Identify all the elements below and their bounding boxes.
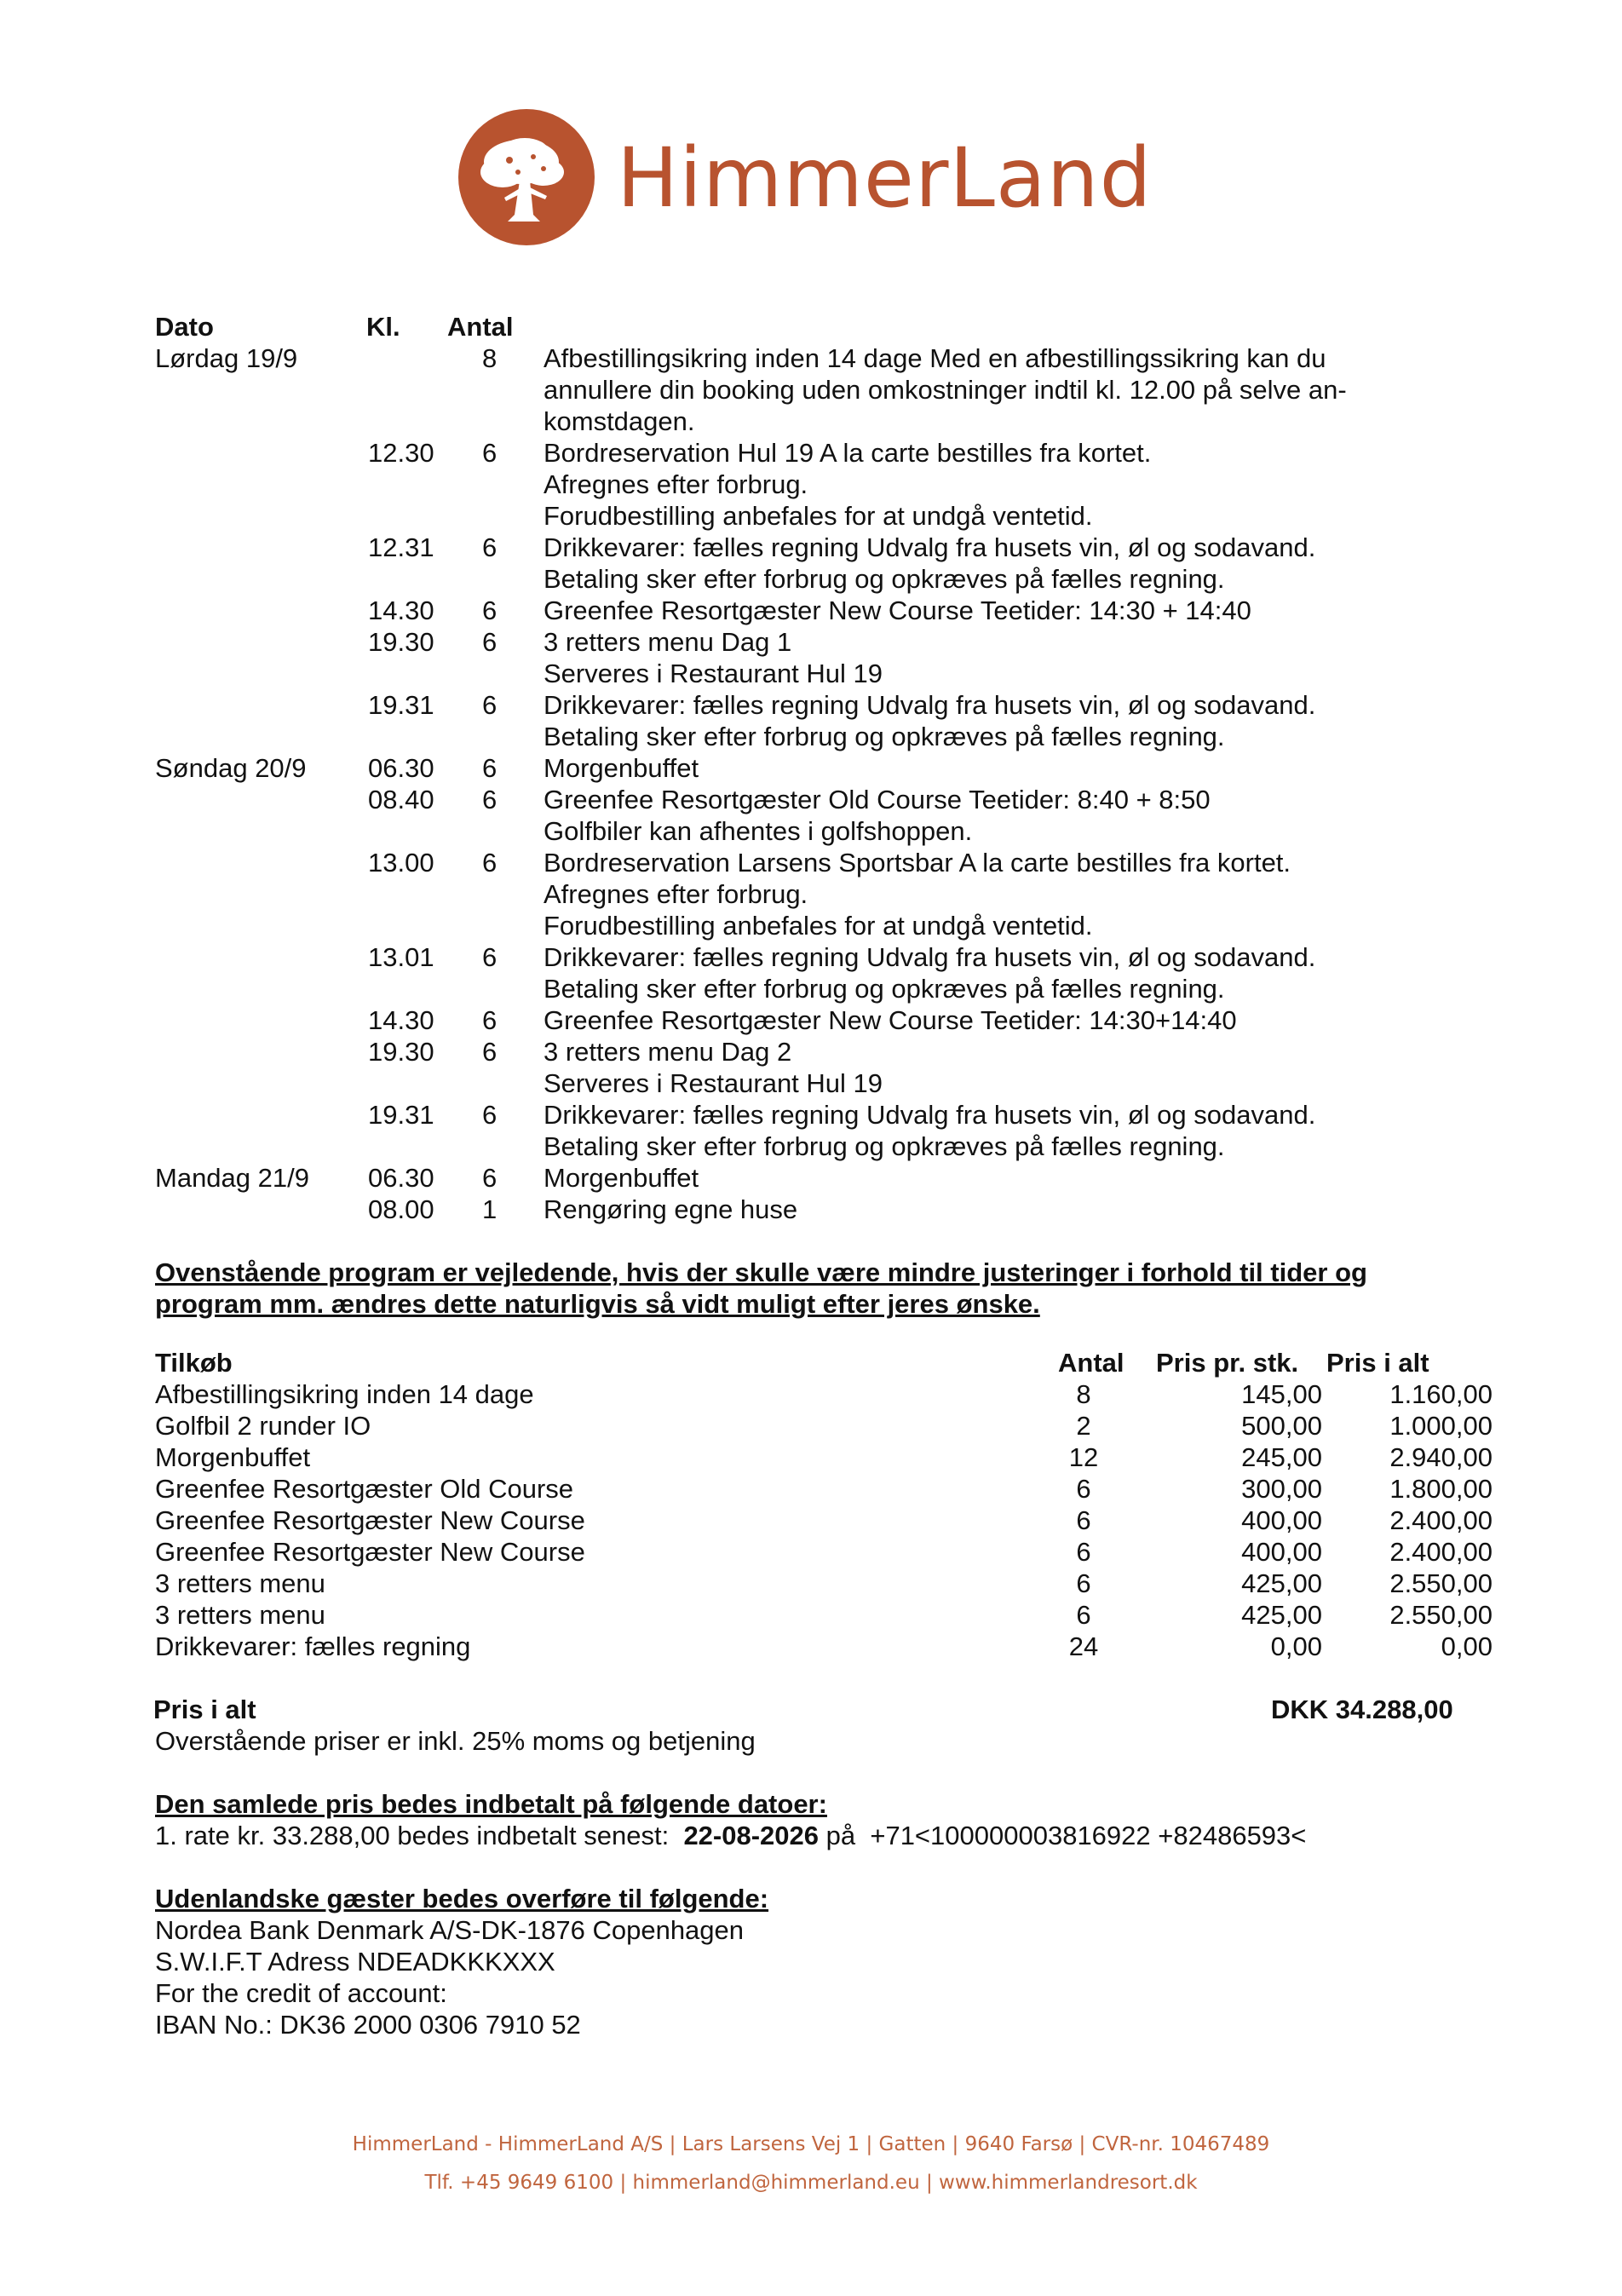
schedule-description-line: komstdagen. <box>544 406 695 436</box>
payment-line <box>155 1820 1306 1851</box>
schedule-row <box>0 437 1448 532</box>
schedule-row <box>0 941 1448 1004</box>
schedule-description-line: 3 retters menu Dag 2 <box>544 1037 792 1067</box>
schedule-time: 14.30 <box>368 596 434 625</box>
payment-heading: Den samlede pris bedes indbetalt på følgende datoer: <box>155 1789 827 1819</box>
schedule-description-line: Afbestillingsikring inden 14 dage Med en afbestillingssikring kan du <box>544 343 1326 373</box>
schedule-description-line: Morgenbuffet <box>544 753 699 783</box>
purchase-item: Drikkevarer: fælles regning <box>155 1631 471 1661</box>
schedule-description <box>544 532 1315 595</box>
schedule-quantity: 6 <box>482 785 498 814</box>
schedule-description-line: Serveres i Restaurant Hul 19 <box>544 1068 883 1098</box>
schedule-description <box>544 1194 797 1225</box>
purchase-quantity: 6 <box>1076 1600 1091 1630</box>
purchase-item: Greenfee Resortgæster New Course <box>155 1505 585 1535</box>
brand-name: HimmerLand <box>617 130 1153 226</box>
schedule-description-line: Bordreservation Larsens Sportsbar A la carte bestilles fra kortet. <box>544 848 1291 878</box>
schedule-quantity: 6 <box>482 1005 498 1035</box>
purchase-row <box>155 1536 1501 1568</box>
schedule-description <box>544 1162 699 1194</box>
schedule-date: Lørdag 19/9 <box>155 343 298 373</box>
schedule-time: 13.00 <box>368 848 434 878</box>
schedule-time: 08.00 <box>368 1194 434 1224</box>
schedule-description-line: annullere din booking uden omkostninger indtil kl. 12.00 på selve an- <box>544 375 1347 405</box>
foreign-heading: Udenlandske gæster bedes overføre til følgende: <box>155 1884 769 1913</box>
schedule-quantity: 6 <box>482 438 498 468</box>
purchase-row <box>155 1599 1501 1631</box>
purchase-total-price: 2.400,00 <box>1389 1537 1493 1567</box>
schedule-description <box>544 1099 1315 1162</box>
schedule-description-line: Forudbestilling anbefales for at undgå ventetid. <box>544 501 1093 531</box>
schedule-row <box>0 1036 1448 1099</box>
purchase-item: Morgenbuffet <box>155 1442 311 1472</box>
schedule-row <box>0 532 1448 595</box>
schedule-time: 13.01 <box>368 942 434 972</box>
schedule-description <box>544 689 1315 752</box>
payment-due-date: 22-08-2026 <box>683 1821 820 1850</box>
payment-line-suffix: på +71<100000003816922 +82486593< <box>825 1821 1307 1850</box>
program-note-line1: Ovenstående program er vejledende, hvis der skulle være mindre justeringer i forhold til tider og <box>155 1257 1367 1287</box>
schedule-quantity: 6 <box>482 1037 498 1067</box>
purchase-total-price: 2.550,00 <box>1389 1568 1493 1598</box>
schedule-description-line: 3 retters menu Dag 1 <box>544 627 792 657</box>
schedule-time: 12.30 <box>368 438 434 468</box>
purchase-item: Greenfee Resortgæster New Course <box>155 1537 585 1567</box>
schedule-row <box>0 752 1448 784</box>
purchase-total-price: 1.160,00 <box>1389 1379 1493 1409</box>
schedule-description <box>544 595 1251 626</box>
schedule-description-line: Greenfee Resortgæster New Course Teetider: 14:30 + 14:40 <box>544 596 1251 625</box>
schedule-description <box>544 941 1315 1004</box>
schedule-description-line: Golfbiler kan afhentes i golfshoppen. <box>544 816 973 846</box>
purchase-unit-price: 425,00 <box>1241 1568 1322 1598</box>
purchase-row <box>155 1410 1501 1441</box>
schedule-description-line: Rengøring egne huse <box>544 1194 798 1224</box>
purchase-row <box>155 1441 1501 1473</box>
schedule-description-line: Forudbestilling anbefales for at undgå ventetid. <box>544 911 1093 941</box>
schedule-row <box>0 689 1448 752</box>
schedule-date: Mandag 21/9 <box>155 1163 309 1193</box>
purchase-item: Afbestillingsikring inden 14 dage <box>155 1379 534 1409</box>
schedule-description-line: Greenfee Resortgæster New Course Teetider: 14:30+14:40 <box>544 1005 1237 1035</box>
schedule-time: 19.31 <box>368 690 434 720</box>
schedule-time: 08.40 <box>368 785 434 814</box>
purchase-unit-price: 245,00 <box>1241 1442 1322 1472</box>
purchase-quantity: 6 <box>1076 1568 1091 1598</box>
schedule-quantity: 6 <box>482 753 498 783</box>
purchase-total-price: 2.550,00 <box>1389 1600 1493 1630</box>
bank-line-1: Nordea Bank Denmark A/S-DK-1876 Copenhagen <box>155 1915 745 1945</box>
schedule-description-line: Betaling sker efter forbrug og opkræves på fælles regning. <box>544 974 1225 1004</box>
purchase-unit-price: 0,00 <box>1270 1631 1322 1661</box>
schedule-description <box>544 1004 1237 1036</box>
bank-line-2: S.W.I.F.T Adress NDEADKKKXXX <box>155 1947 555 1977</box>
purchase-quantity: 6 <box>1076 1537 1091 1567</box>
company-logo <box>458 109 1157 245</box>
schedule-description-line: Drikkevarer: fælles regning Udvalg fra husets vin, øl og sodavand. <box>544 690 1316 720</box>
schedule-quantity: 6 <box>482 627 498 657</box>
schedule-description-line: Greenfee Resortgæster Old Course Teetider: 8:40 + 8:50 <box>544 785 1211 814</box>
schedule-quantity: 6 <box>482 596 498 625</box>
header-dato: Dato <box>155 312 214 342</box>
purchase-row <box>155 1473 1501 1505</box>
col-antal-header: Antal <box>1058 1348 1124 1378</box>
schedule-description <box>544 847 1291 941</box>
schedule-description-line: Drikkevarer: fælles regning Udvalg fra husets vin, øl og sodavand. <box>544 532 1316 562</box>
schedule-description <box>544 342 1347 437</box>
schedule-description-line: Afregnes efter forbrug. <box>544 469 808 499</box>
schedule-row <box>0 342 1448 437</box>
schedule-description <box>544 626 883 689</box>
schedule-description-line: Morgenbuffet <box>544 1163 699 1193</box>
purchase-unit-price: 300,00 <box>1241 1474 1322 1504</box>
schedule-description-line: Betaling sker efter forbrug og opkræves på fælles regning. <box>544 722 1225 751</box>
schedule-quantity: 6 <box>482 1163 498 1193</box>
schedule-time: 06.30 <box>368 1163 434 1193</box>
payment-line-prefix: 1. rate kr. 33.288,00 bedes indbetalt senest: <box>155 1821 670 1850</box>
schedule-time: 19.31 <box>368 1100 434 1130</box>
schedule-time: 06.30 <box>368 753 434 783</box>
purchase-row <box>155 1631 1501 1662</box>
schedule-quantity: 6 <box>482 848 498 878</box>
schedule-quantity: 8 <box>482 343 498 373</box>
purchase-quantity: 6 <box>1076 1474 1091 1504</box>
schedule-row <box>0 1099 1448 1162</box>
purchase-total-price: 1.800,00 <box>1389 1474 1493 1504</box>
schedule-description-line: Afregnes efter forbrug. <box>544 879 808 909</box>
schedule-time: 14.30 <box>368 1005 434 1035</box>
purchase-item: 3 retters menu <box>155 1568 325 1598</box>
schedule-description-line: Drikkevarer: fælles regning Udvalg fra husets vin, øl og sodavand. <box>544 942 1316 972</box>
header-antal: Antal <box>447 312 514 342</box>
col-item-header: Tilkøb <box>155 1348 233 1378</box>
schedule-description-line: Betaling sker efter forbrug og opkræves på fælles regning. <box>544 564 1225 594</box>
total-value: DKK 34.288,00 <box>1271 1695 1453 1724</box>
purchase-unit-price: 400,00 <box>1241 1537 1322 1567</box>
footer-line1: HimmerLand - HimmerLand A/S | Lars Larsens Vej 1 | Gatten | 9640 Farsø | CVR-nr. 10467489 <box>352 2133 1270 2155</box>
purchase-total-price: 2.400,00 <box>1389 1505 1493 1535</box>
schedule-row <box>0 1162 1448 1194</box>
schedule-row <box>0 626 1448 689</box>
purchase-quantity: 8 <box>1076 1379 1091 1409</box>
schedule-description <box>544 752 699 784</box>
program-note-line2: program mm. ændres dette naturligvis så vidt muligt efter jeres ønske. <box>155 1289 1040 1319</box>
schedule-description-line: Serveres i Restaurant Hul 19 <box>544 659 883 688</box>
schedule-quantity: 6 <box>482 1100 498 1130</box>
purchases-header-row <box>155 1347 1501 1378</box>
purchase-quantity: 2 <box>1076 1411 1091 1441</box>
purchase-unit-price: 400,00 <box>1241 1505 1322 1535</box>
purchase-total-price: 1.000,00 <box>1389 1411 1493 1441</box>
schedule-description-line: Bordreservation Hul 19 A la carte bestilles fra kortet. <box>544 438 1152 468</box>
schedule-row <box>0 1194 1448 1225</box>
schedule-row <box>0 847 1448 941</box>
purchase-row <box>155 1378 1501 1410</box>
purchase-row <box>155 1505 1501 1536</box>
schedule-time: 19.30 <box>368 627 434 657</box>
vat-note: Overstående priser er inkl. 25% moms og betjening <box>155 1726 756 1756</box>
purchase-quantity: 24 <box>1068 1631 1099 1661</box>
purchase-unit-price: 500,00 <box>1241 1411 1322 1441</box>
bank-line-4: IBAN No.: DK36 2000 0306 7910 52 <box>155 2010 581 2040</box>
tree-logo-icon <box>458 109 595 245</box>
col-total-header: Pris i alt <box>1326 1348 1429 1378</box>
purchase-unit-price: 425,00 <box>1241 1600 1322 1630</box>
header-kl: Kl. <box>366 312 400 342</box>
schedule-row <box>0 1004 1448 1036</box>
total-label: Pris i alt <box>153 1695 256 1724</box>
schedule-row <box>0 784 1448 847</box>
purchase-quantity: 12 <box>1068 1442 1099 1472</box>
bank-line-3: For the credit of account: <box>155 1978 447 2008</box>
purchase-quantity: 6 <box>1076 1505 1091 1535</box>
purchase-item: Golfbil 2 runder IO <box>155 1411 371 1441</box>
schedule-time: 19.30 <box>368 1037 434 1067</box>
schedule-description <box>544 437 1151 532</box>
purchase-item: 3 retters menu <box>155 1600 325 1630</box>
schedule-quantity: 1 <box>482 1194 498 1224</box>
schedule-date: Søndag 20/9 <box>155 753 307 783</box>
purchase-row <box>155 1568 1501 1599</box>
purchase-total-price: 2.940,00 <box>1389 1442 1493 1472</box>
footer-line2: Tlf. +45 9649 6100 | himmerland@himmerland.eu | www.himmerlandresort.dk <box>424 2172 1198 2194</box>
schedule-quantity: 6 <box>482 532 498 562</box>
schedule-quantity: 6 <box>482 942 498 972</box>
schedule-time: 12.31 <box>368 532 434 562</box>
schedule-description-line: Drikkevarer: fælles regning Udvalg fra husets vin, øl og sodavand. <box>544 1100 1316 1130</box>
col-unit-header: Pris pr. stk. <box>1156 1348 1299 1378</box>
schedule-description-line: Betaling sker efter forbrug og opkræves på fælles regning. <box>544 1131 1225 1161</box>
schedule-description <box>544 1036 883 1099</box>
purchase-item: Greenfee Resortgæster Old Course <box>155 1474 574 1504</box>
purchase-total-price: 0,00 <box>1441 1631 1493 1661</box>
purchase-unit-price: 145,00 <box>1241 1379 1322 1409</box>
schedule-row <box>0 595 1448 626</box>
schedule-quantity: 6 <box>482 690 498 720</box>
schedule-description <box>544 784 1211 847</box>
